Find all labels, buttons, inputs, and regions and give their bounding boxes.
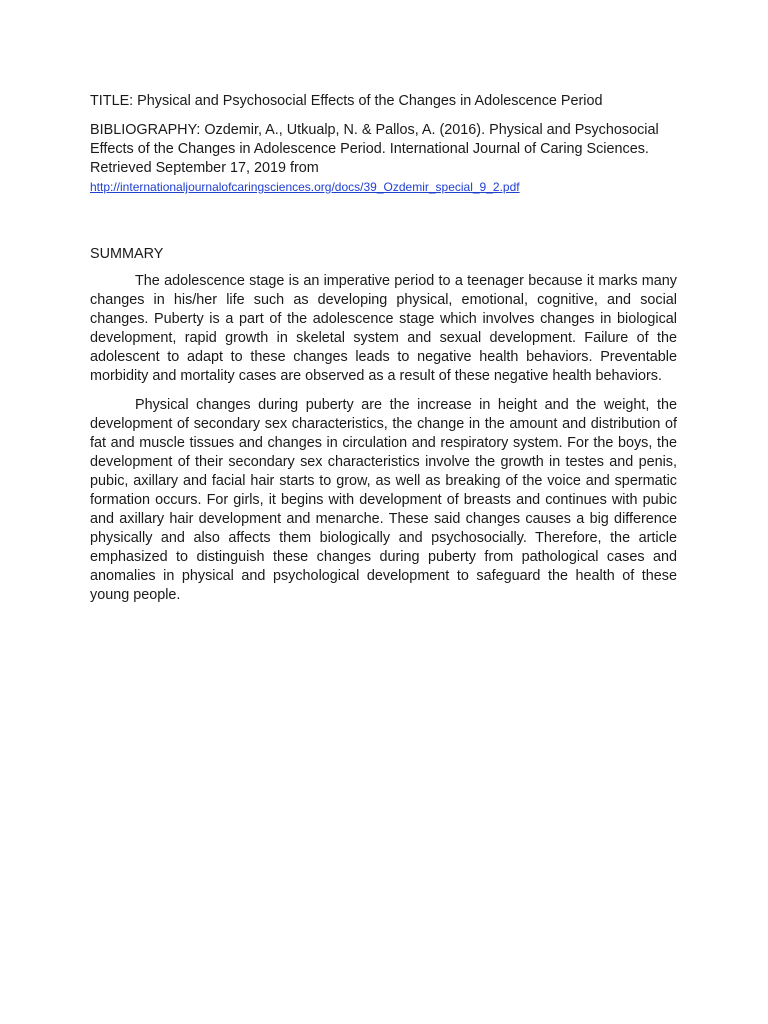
bibliography — [90, 121, 677, 197]
bibliography-link[interactable]: http://internationaljournalofcaringsciences.org/docs/39_Ozdemir_special_9_2.pdf — [90, 180, 520, 194]
summary-paragraph-2: Physical changes during puberty are the increase in height and the weight, the development of secondary sex characteristics, the change in the amount and distribution of fat and muscle tissues and changes in circulation and respiratory system. For the boys, the development of their secondary sex characteristics involve the growth in testes and penis, pubic, axillary and facial hair starts to grow, as well as breaking of the voice and spermatic formation occurs. For girls, it begins with development of breasts and continues with pubic and axillary hair development and menarche. These said changes causes a big difference physically and also affects them biologically and psychosocially. Therefore, the article emphasized to distinguish these changes during puberty from pathological cases and anomalies in physical and psychological development to safeguard the health of these young people. — [90, 397, 677, 603]
bibliography-text: BIBLIOGRAPHY: Ozdemir, A., Utkualp, N. & Pallos, A. (2016). Physical and Psychosocial Effects of the Changes in Adolescence Period. International Journal of Caring Sciences. Retrieved September 17, 2019 from — [90, 122, 659, 176]
summary-paragraph-1: The adolescence stage is an imperative period to a teenager because it marks many changes in his/her life such as developing physical, emotional, cognitive, and social changes. Puberty is a part of the adolescence stage which involves changes in biological development, rapid growth in skeletal system and sexual development. Failure of the adolescent to adapt to these changes leads to negative health behaviors. Preventable morbidity and mortality cases are observed as a result of these negative health behaviors. — [90, 273, 677, 384]
document-title: TITLE: Physical and Psychosocial Effects of the Changes in Adolescence Period — [90, 93, 603, 109]
section-spacer — [90, 197, 677, 245]
document-page — [90, 92, 677, 615]
summary-heading: SUMMARY — [90, 246, 164, 262]
